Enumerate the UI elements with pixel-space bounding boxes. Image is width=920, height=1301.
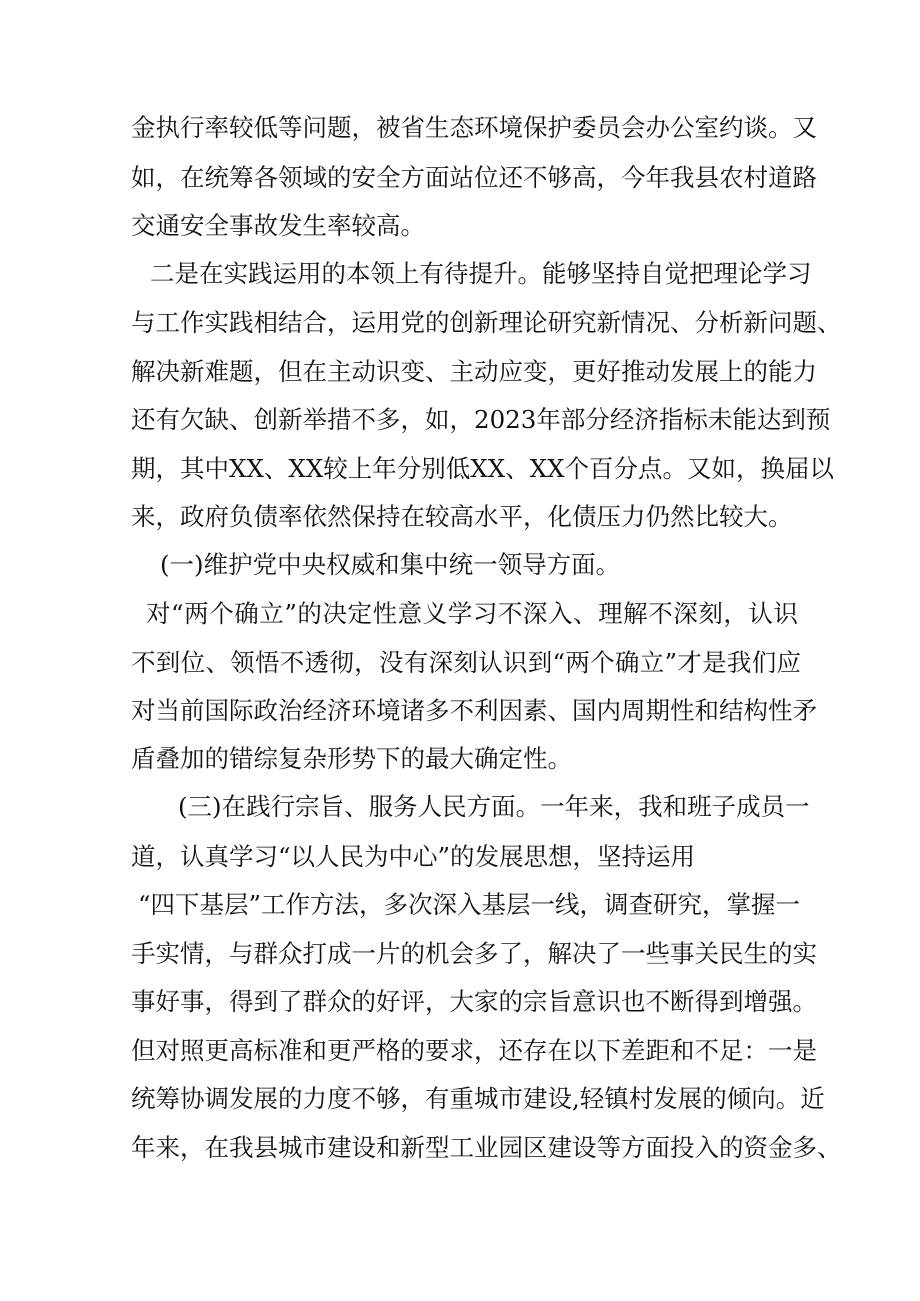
text-line: 与工作实践相结合，运用党的创新理论研究新情况、分析新问题、 [131, 308, 842, 337]
text-line: 但对照更高标准和更严格的要求，还存在以下差距和不足：一是 [131, 1036, 817, 1065]
text-line: 对当前国际政治经济环境诸多不利因素、国内周期性和结构性矛 [131, 696, 817, 725]
text-line: 解决新难题，但在主动识变、主动应变，更好推动发展上的能力 [131, 357, 817, 386]
text-line: 对“两个确立”的决定性意义学习不深入、理解不深刻，认识 [146, 599, 798, 628]
text-line: 盾叠加的错综复杂形势下的最大确定性。 [131, 744, 572, 773]
text-line: 来，政府负债率依然保持在较高水平，化债压力仍然比较大。 [131, 502, 793, 531]
text-line: 手实情，与群众打成一片的机会多了，解决了一些事关民生的实 [131, 939, 817, 968]
text-line: 统筹协调发展的力度不够，有重城市建设,轻镇村发展的倾向。近 [131, 1084, 825, 1113]
text-line: 金执行率较低等问题，被省生态环境保护委员会办公室约谈。又 [131, 113, 817, 142]
section-heading: (一)维护党中央权威和集中统一领导方面。 [160, 550, 621, 579]
text-line: 二是在实践运用的本领上有待提升。能够坚持自觉把理论学习 [150, 259, 812, 288]
text-line: 如，在统筹各领域的安全方面站位还不够高，今年我县农村道路 [131, 163, 817, 192]
text-line: 还有欠缺、创新举措不多，如，2023年部分经济指标未能达到预 [131, 405, 831, 434]
text-line: 道，认真学习“以人民为中心”的发展思想，坚持运用 [131, 842, 696, 871]
section-heading: (三)在践行宗旨、服务人民方面。一年来，我和班子成员一 [178, 792, 810, 821]
text-line: 交通安全事故发生率较高。 [131, 211, 425, 240]
text-line: 事好事，得到了群众的好评，大家的宗旨意识也不断得到增强。 [131, 987, 817, 1016]
text-line: 年来，在我县城市建设和新型工业园区建设等方面投入的资金多、 [131, 1133, 842, 1162]
text-line: 期，其中XX、XX较上年分别低XX、XX个百分点。又如，换届以 [131, 454, 835, 483]
text-line: “四下基层”工作方法，多次深入基层一线，调查研究，掌握一 [138, 890, 801, 919]
text-line: 不到位、领悟不透彻，没有深刻认识到“两个确立”才是我们应 [131, 648, 801, 677]
